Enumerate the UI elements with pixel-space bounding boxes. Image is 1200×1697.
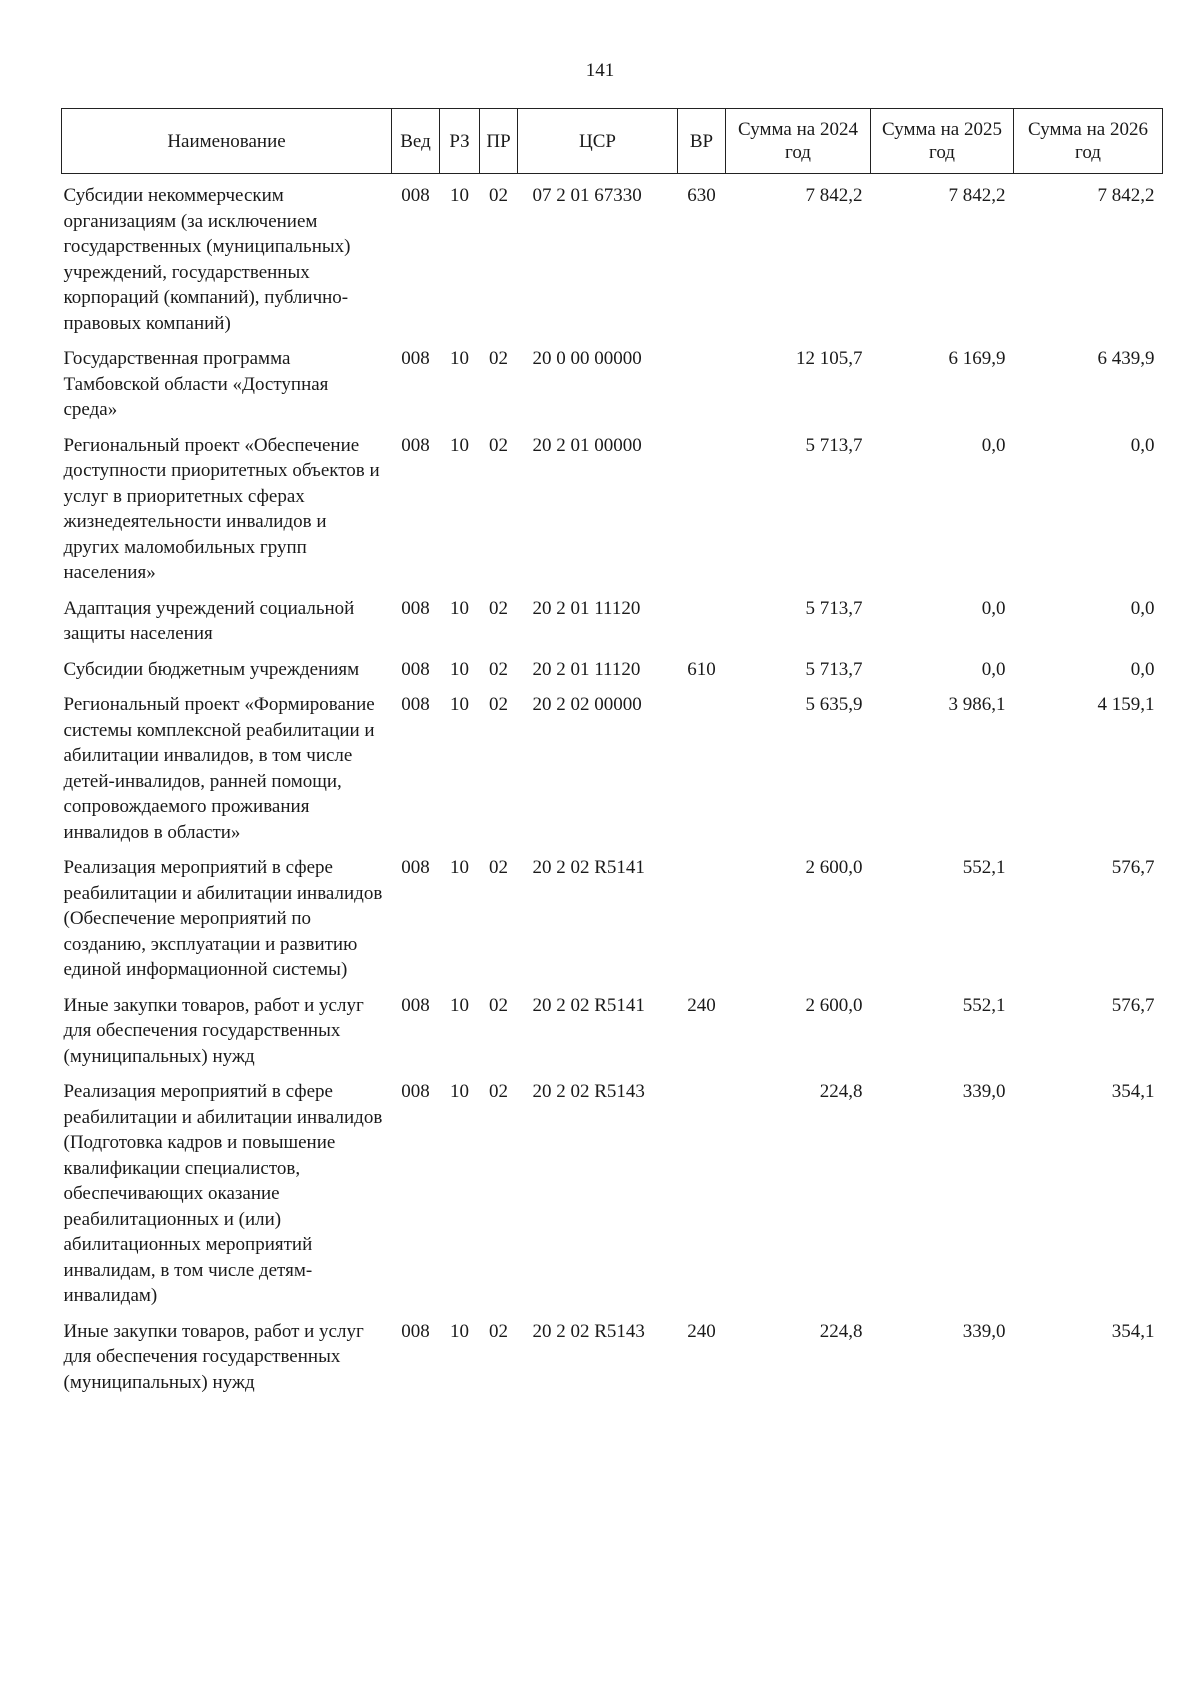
- cell-vr: [678, 423, 726, 586]
- cell-pr: 02: [489, 185, 508, 206]
- cell-rz: 10: [450, 658, 469, 680]
- table-row: [62, 647, 1163, 683]
- cell-rz: 10: [450, 1320, 469, 1342]
- header-sum-2026: Сумма на 2026 год: [1014, 109, 1163, 174]
- cell-sum-2024: 5 713,7: [805, 597, 863, 619]
- cell-csr: 20 2 02 R5141: [532, 994, 645, 1016]
- header-name: Наименование: [62, 109, 392, 174]
- cell-csr: 07 2 01 67330: [532, 185, 642, 206]
- cell-sum-2025: 7 842,2: [948, 185, 1006, 206]
- cell-csr: 20 2 02 R5143: [532, 1320, 645, 1342]
- cell-ved: 008: [401, 348, 430, 369]
- cell-vr: 610: [687, 658, 716, 680]
- header-csr: ЦСР: [518, 109, 678, 174]
- cell-sum-2025: 552,1: [962, 994, 1006, 1016]
- cell-sum-2026: 6 439,9: [1097, 348, 1155, 369]
- cell-vr: 240: [687, 1320, 716, 1342]
- cell-sum-2026: 576,7: [1111, 857, 1155, 878]
- cell-csr: 20 2 02 R5141: [532, 857, 645, 878]
- cell-sum-2025: 339,0: [962, 1081, 1006, 1102]
- cell-sum-2024: 2 600,0: [805, 994, 863, 1016]
- page-number: 141: [585, 60, 615, 81]
- cell-sum-2025: 0,0: [981, 658, 1006, 680]
- budget-table: [61, 108, 1163, 1395]
- cell-rz: 10: [450, 1081, 469, 1102]
- cell-vr: [678, 682, 726, 845]
- cell-name: Иные закупки товаров, работ и услуг для обеспечения государственных (муниципальных) нужд: [63, 1320, 364, 1393]
- cell-pr: 02: [489, 658, 508, 680]
- cell-name: Государственная программа Тамбовской области «Доступная среда»: [63, 348, 329, 420]
- table-row: [62, 336, 1163, 423]
- cell-sum-2026: 0,0: [1130, 434, 1155, 456]
- cell-pr: 02: [489, 994, 508, 1016]
- cell-rz: 10: [450, 185, 469, 206]
- cell-sum-2026: 354,1: [1111, 1320, 1155, 1342]
- cell-ved: 008: [401, 185, 430, 206]
- header-rz: РЗ: [440, 109, 480, 174]
- cell-csr: 20 2 01 11120: [532, 658, 641, 680]
- cell-name: Иные закупки товаров, работ и услуг для обеспечения государственных (муниципальных) нужд: [63, 994, 364, 1067]
- table-header: [62, 109, 1163, 174]
- cell-rz: 10: [450, 434, 469, 456]
- cell-name: Адаптация учреждений социальной защиты населения: [63, 597, 355, 644]
- cell-sum-2025: 3 986,1: [948, 694, 1006, 715]
- table-row: [62, 586, 1163, 647]
- cell-vr: [678, 845, 726, 983]
- cell-vr: 630: [687, 185, 716, 206]
- cell-name: Субсидии некоммерческим организациям (за исключением государственных (муниципальных) учреждений, государственных корпораций (компаний), публично-правовых компаний): [63, 185, 351, 334]
- cell-name: Региональный проект «Обеспечение доступности приоритетных объектов и услуг в приоритетных сферах жизнедеятельности инвалидов и других маломобильных групп населения»: [63, 434, 380, 583]
- cell-sum-2024: 7 842,2: [805, 185, 863, 206]
- cell-sum-2024: 2 600,0: [805, 857, 863, 878]
- cell-rz: 10: [450, 597, 469, 619]
- cell-sum-2026: 4 159,1: [1097, 694, 1155, 715]
- cell-rz: 10: [450, 348, 469, 369]
- cell-sum-2024: 5 635,9: [805, 694, 863, 715]
- cell-ved: 008: [401, 1320, 430, 1342]
- header-vr: ВР: [678, 109, 726, 174]
- cell-sum-2025: 6 169,9: [948, 348, 1006, 369]
- table-row: [62, 423, 1163, 586]
- cell-vr: [678, 336, 726, 423]
- cell-rz: 10: [450, 694, 469, 715]
- cell-sum-2024: 224,8: [819, 1081, 863, 1102]
- cell-pr: 02: [489, 1320, 508, 1342]
- cell-sum-2026: 0,0: [1130, 597, 1155, 619]
- cell-rz: 10: [450, 994, 469, 1016]
- cell-sum-2024: 224,8: [819, 1320, 863, 1342]
- cell-ved: 008: [401, 597, 430, 619]
- cell-sum-2025: 0,0: [981, 434, 1006, 456]
- cell-sum-2026: 354,1: [1111, 1081, 1155, 1102]
- table-body: [62, 174, 1163, 1396]
- cell-rz: 10: [450, 857, 469, 878]
- cell-pr: 02: [489, 348, 508, 369]
- cell-ved: 008: [401, 658, 430, 680]
- cell-pr: 02: [489, 1081, 508, 1102]
- header-ved: Вед: [392, 109, 440, 174]
- cell-csr: 20 2 01 11120: [532, 597, 641, 619]
- cell-vr: [678, 1069, 726, 1309]
- table-row: [62, 174, 1163, 337]
- cell-csr: 20 2 02 00000: [532, 694, 642, 715]
- table-row: [62, 845, 1163, 983]
- cell-sum-2026: 576,7: [1111, 994, 1155, 1016]
- cell-pr: 02: [489, 857, 508, 878]
- cell-name: Субсидии бюджетным учреждениям: [63, 658, 360, 680]
- cell-sum-2024: 12 105,7: [796, 348, 863, 369]
- header-sum-2024: Сумма на 2024 год: [726, 109, 871, 174]
- cell-pr: 02: [489, 694, 508, 715]
- cell-vr: 240: [687, 994, 716, 1016]
- cell-csr: 20 0 00 00000: [532, 348, 642, 369]
- cell-csr: 20 2 02 R5143: [532, 1081, 645, 1102]
- cell-ved: 008: [401, 434, 430, 456]
- cell-csr: 20 2 01 00000: [532, 434, 642, 456]
- cell-pr: 02: [489, 597, 508, 619]
- cell-ved: 008: [401, 994, 430, 1016]
- cell-name: Реализация мероприятий в сфере реабилитации и абилитации инвалидов (Обеспечение мероприятий по созданию, эксплуатации и развитию единой информационной системы): [63, 857, 383, 980]
- cell-pr: 02: [489, 434, 508, 456]
- cell-sum-2024: 5 713,7: [805, 658, 863, 680]
- cell-sum-2026: 7 842,2: [1097, 185, 1155, 206]
- table-row: [62, 983, 1163, 1070]
- cell-name: Региональный проект «Формирование системы комплексной реабилитации и абилитации инвалидов, в том числе детей-инвалидов, ранней помощи, сопровождаемого проживания инвалидов в области»: [63, 694, 375, 843]
- header-sum-2025: Сумма на 2025 год: [871, 109, 1014, 174]
- cell-ved: 008: [401, 694, 430, 715]
- cell-name: Реализация мероприятий в сфере реабилитации и абилитации инвалидов (Подготовка кадров и повышение квалификации специалистов, обеспечивающих оказание реабилитационных и (или) абилитационных мероприятий инвалидам, в том числе детям-инвалидам): [63, 1081, 383, 1306]
- header-pr: ПР: [480, 109, 518, 174]
- cell-ved: 008: [401, 1081, 430, 1102]
- cell-sum-2024: 5 713,7: [805, 434, 863, 456]
- table-row: [62, 1069, 1163, 1309]
- table-row: [62, 1309, 1163, 1396]
- cell-ved: 008: [401, 857, 430, 878]
- cell-vr: [678, 586, 726, 647]
- cell-sum-2025: 339,0: [962, 1320, 1006, 1342]
- cell-sum-2025: 0,0: [981, 597, 1006, 619]
- cell-sum-2026: 0,0: [1130, 658, 1155, 680]
- table-row: [62, 682, 1163, 845]
- cell-sum-2025: 552,1: [962, 857, 1006, 878]
